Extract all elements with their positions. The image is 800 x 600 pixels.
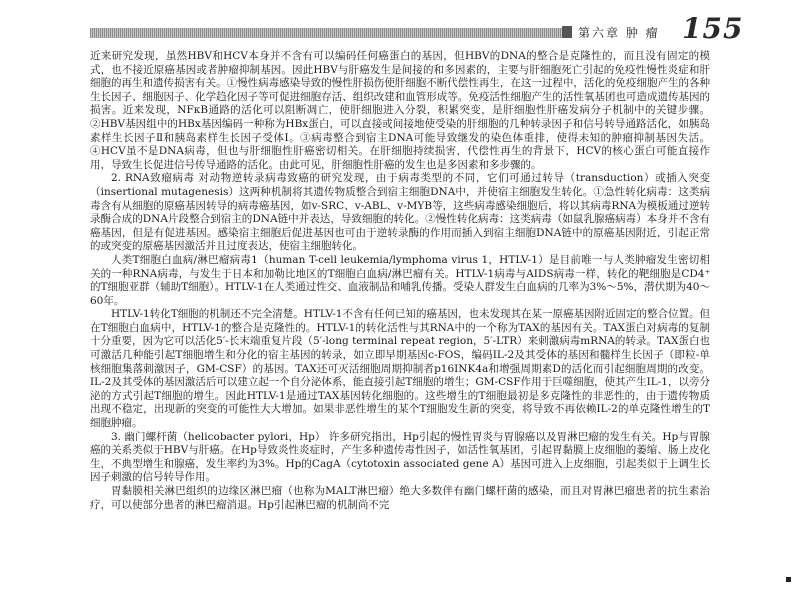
paragraph-rna-oncovirus: 2. RNA致瘤病毒 对动物逆转录病毒致癌的研究发现，由于病毒类型的不同，它们可通过转导（transduction）或插入突变（insertional mutagenesis）这两种机制将其遗传物质整合到宿主细胞DNA中，并使宿主细胞发生转化。①急性转化病毒：这类病毒含有从细胞的原癌基因转导的病毒癌基因，如v-SRC、v-ABL、v-MYB等，这些病毒感染细胞后，将以其病毒RNA为模板通过逆转录酶合成的DNA片段整合到宿主的DNA链中并表达，导致细胞的转化。②慢性转化病毒：这类病毒（如鼠乳腺癌病毒）本身并不含有癌基因，但是有促进基因。感染宿主细胞后促进基因也可由于逆转录酶的作用而插入到宿主细胞DNA链中的原癌基因附近，引起正常的或突变的原癌基因激活并且过度表达，使宿主细胞转化。 [90,172,710,253]
header-marker [562,26,572,38]
paragraph-helicobacter: 3. 幽门螺杆菌（helicobacter pylori，Hp） 许多研究指出，Hp引起的慢性胃炎与胃腺癌以及胃淋巴瘤的发生有关。Hp与胃腺癌的关系类似于HBV与肝癌。在Hp导致炎性炎症时，产生多种遗传毒性因子，如活性氧基团，引起胃黏膜上皮细胞的萎缩、肠上皮化生，不典型增生和腺癌，发生率约为3%。Hp的CagA（cytotoxin associated gene A）基因可进入上皮细胞，引起类似于上调生长因子刺激的信号转导作用。 [90,430,710,484]
page-body [90,50,710,590]
paragraph-hbv-hcv: 近来研究发现，虽然HBV和HCV本身并不含有可以编码任何癌蛋白的基因，但HBV的DNA的整合是克隆性的，而且没有固定的模式，也不接近原癌基因或者肿瘤抑制基因。因此HBV与肝癌发生是间接的和多因素的，主要与肝细胞死亡引起的免疫性慢性炎症和肝细胞的再生和遗传损害有关。①慢性病毒感染导致的慢性肝损伤使肝细胞不断代偿性再生，在这一过程中，活化的免疫细胞产生的各种生长因子、细胞因子、化学趋化因子等可促进细胞存活、组织改建和血管形成等。免疫活性细胞产生的活性氧基团也可造成遗传基因的损害。近来发现，NFκB通路的活化可以阻断凋亡，使肝细胞进入分裂，积累突变，是肝细胞性肝癌发病分子机制中的关键步骤。②HBV基因组中的HBx基因编码一种称为HBx蛋白，可以直接或间接地使受染的肝细胞的几种转录因子和信号转导通路活化，如胰岛素样生长因子Ⅱ和胰岛素样生长因子受体Ⅰ。③病毒整合到宿主DNA可能导致继发的染色体重排，使得未知的肿瘤抑制基因失活。④HCV虽不是DNA病毒，但也与肝细胞性肝癌密切相关。在肝细胞持续损害，代偿性再生的背景下，HCV的核心蛋白可能直接作用，导致生长促进信号传导通路的活化。由此可见，肝细胞性肝癌的发生也是多因素和多步骤的。 [90,50,710,171]
chapter-title: 第六章 肿 瘤 [578,26,660,40]
margin-mark [786,577,791,582]
page-number: 155 [682,12,744,45]
header-rule [90,28,562,38]
paragraph-htlv1-intro: 人类T细胞白血病/淋巴瘤病毒1（human T-cell leukemia/lymphoma virus 1，HTLV-1）是目前唯一与人类肿瘤发生密切相关的一种RNA病毒，与发生于日本和加勒比地区的T细胞白血病/淋巴瘤有关。HTLV-1病毒与AIDS病毒一样，转化的靶细胞是CD4⁺的T细胞亚群（辅助T细胞）。HTLV-1在人类通过性交、血液制品和哺乳传播。受染人群发生白血病的几率为3%～5%，潜伏期为40～60年。 [90,253,710,307]
paragraph-malt-lymphoma: 胃黏膜相关淋巴组织的边缘区淋巴瘤（也称为MALT淋巴瘤）绝大多数伴有幽门螺杆菌的感染，而且对胃淋巴瘤患者的抗生素治疗，可以使部分患者的淋巴瘤消退。Hp引起淋巴瘤的机制尚不完 [90,485,710,511]
paragraph-htlv1-mechanism: HTLV-1转化T细胞的机制还不完全清楚。HTLV-1不含有任何已知的癌基因，也未发现其在某一原癌基因附近固定的整合位置。但在T细胞白血病中，HTLV-1的整合是克隆性的。HTLV-1的转化活性与其RNA中的一个称为TAX的基因有关。TAX蛋白对病毒的复制十分重要，因为它可以活化5′-长末端重复片段（5′-long terminal repeat region，5′-LTR）来刺激病毒mRNA的转录。TAX蛋白也可激活几种能引起T细胞增生和分化的宿主基因的转录，如立即早期基因c-FOS，编码IL-2及其受体的基因和髓样生长因子（即粒-单核细胞集落刺激因子，GM-CSF）的基因。TAX还可灭活细胞周期抑制者p16INK4a和增强周期素D的活化而引起细胞周期的改变。IL-2及其受体的基因激活后可以建立起一个自分泌体系，能直接引起T细胞的增生；GM-CSF作用于巨噬细胞，使其产生IL-1，以旁分泌的方式引起T细胞的增生。因此HTLV-1是通过TAX基因转化细胞的。这些增生的T细胞最初是多克隆性的非恶性的，由于遗传物质出现不稳定，出现新的突变的可能性大大增加。如果非恶性增生的某个T细胞发生新的突变，将导致不再依赖IL-2的单克隆性增生的T细胞肿瘤。 [90,308,710,430]
